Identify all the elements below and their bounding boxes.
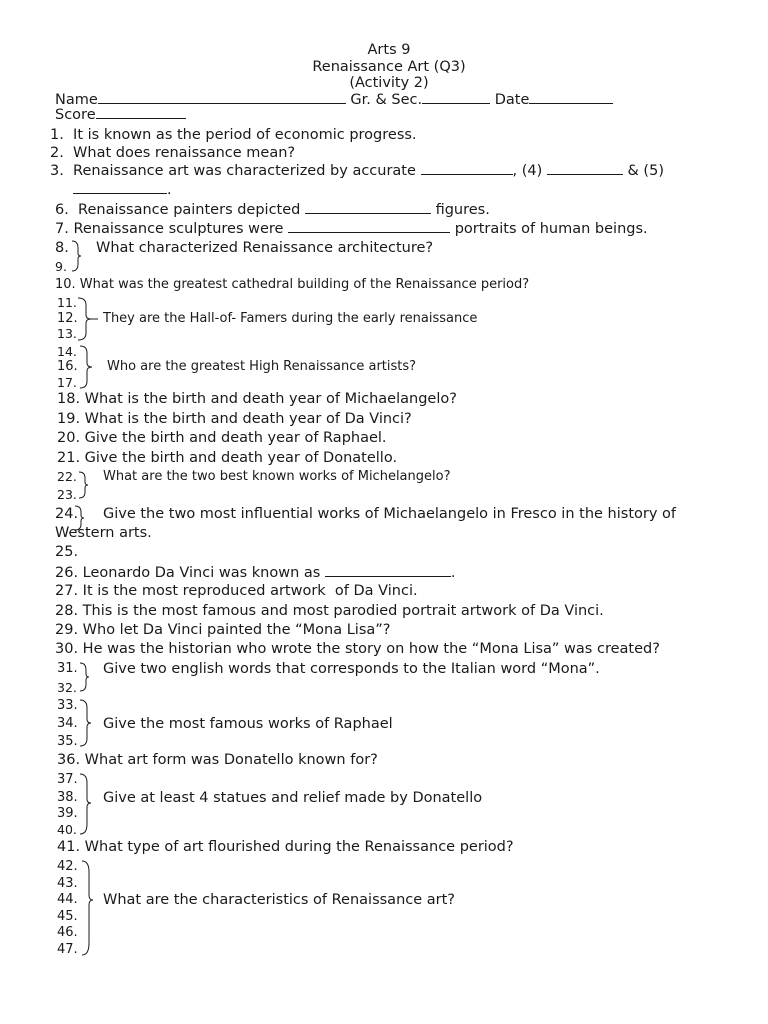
topic-title: Renaissance Art (Q3) — [312, 59, 466, 75]
number-46: 46. — [57, 925, 78, 940]
question-29: 29. Who let Da Vinci painted the “Mona Lisa”? — [55, 622, 391, 638]
question-18: 18. What is the birth and death year of Michaelangelo? — [57, 391, 457, 407]
question-21: 21. Give the birth and death year of Donatello. — [57, 450, 398, 466]
question-14-17: Who are the greatest High Renaissance artists? — [107, 359, 417, 374]
score-blank — [96, 106, 186, 119]
number-45: 45. — [57, 909, 78, 924]
number-40: 40. — [57, 822, 77, 837]
name-blank — [98, 91, 346, 104]
date-label: Date — [490, 92, 530, 108]
brace-8-9 — [70, 240, 84, 272]
question-7 — [55, 220, 648, 237]
question-3 — [50, 162, 664, 179]
subject-title: Arts 9 — [367, 42, 411, 58]
score-line — [55, 106, 186, 123]
number-42: 42. — [57, 859, 78, 874]
question-24-line-2: Western arts. — [55, 525, 152, 541]
blank-26 — [325, 564, 451, 577]
brace-11-13 — [76, 297, 100, 341]
question-26-text: 26. Leonardo Da Vinci was known as — [55, 565, 325, 581]
number-25: 25. — [55, 544, 79, 560]
question-28: 28. This is the most famous and most parodied portrait artwork of Da Vinci. — [55, 603, 604, 619]
question-6-end: figures. — [430, 202, 490, 218]
brace-31-32 — [78, 662, 92, 692]
blank-5 — [73, 181, 167, 194]
question-22-23: What are the two best known works of Michelangelo? — [103, 469, 451, 484]
number-23: 23. — [57, 487, 77, 502]
date-blank — [529, 91, 613, 104]
question-1: 1. It is known as the period of economic progress. — [50, 127, 417, 143]
number-39: 39. — [57, 806, 78, 821]
number-16: 16. — [57, 359, 78, 374]
question-36: 36. What art form was Donatello known for? — [57, 752, 378, 768]
activity-title: (Activity 2) — [349, 75, 429, 91]
brace-14-17 — [78, 345, 96, 389]
question-20: 20. Give the birth and death year of Raphael. — [57, 430, 387, 446]
question-37-40: Give at least 4 statues and relief made by Donatello — [103, 790, 483, 806]
number-31: 31. — [57, 661, 78, 676]
number-35: 35. — [57, 734, 78, 749]
question-31-32: Give two english words that corresponds to the Italian word “Mona”. — [103, 661, 600, 677]
score-label: Score — [55, 107, 96, 123]
number-9: 9. — [55, 259, 67, 274]
question-30: 30. He was the historian who wrote the story on how the “Mona Lisa” was created? — [55, 641, 660, 657]
question-3-text: 3. Renaissance art was characterized by accurate — [50, 163, 421, 179]
number-47: 47. — [57, 942, 78, 957]
question-5-line — [73, 181, 172, 198]
number-17: 17. — [57, 375, 77, 390]
grade-blank — [422, 91, 490, 104]
question-10: 10. What was the greatest cathedral building of the Renaissance period? — [55, 277, 530, 292]
blank-4 — [547, 162, 623, 175]
number-32: 32. — [57, 680, 77, 695]
question-26-end: . — [450, 565, 456, 581]
number-43: 43. — [57, 876, 78, 891]
blank-7 — [288, 220, 450, 233]
number-22: 22. — [57, 469, 77, 484]
brace-33-35 — [78, 699, 94, 747]
number-34: 34. — [57, 716, 78, 731]
question-11-13: They are the Hall-of- Famers during the early renaissance — [103, 311, 478, 326]
blank-6 — [305, 201, 431, 214]
question-5-end: . — [167, 182, 172, 198]
question-19: 19. What is the birth and death year of Da Vinci? — [57, 411, 412, 427]
question-7-text: 7. Renaissance sculptures were — [55, 221, 289, 237]
question-27: 27. It is the most reproduced artwork of Da Vinci. — [55, 583, 418, 599]
number-37: 37. — [57, 772, 78, 787]
name-label: Name — [55, 92, 98, 108]
brace-37-40 — [78, 773, 94, 835]
question-24-line-1: Give the two most influential works of Michaelangelo in Fresco in the history of — [103, 506, 676, 522]
number-38: 38. — [57, 790, 78, 805]
question-6 — [55, 201, 490, 218]
question-4-label: , (4) — [512, 163, 547, 179]
question-41: 41. What type of art flourished during the Renaissance period? — [57, 839, 514, 855]
number-13: 13. — [57, 326, 77, 341]
question-8-9: What characterized Renaissance architecture? — [96, 240, 434, 256]
question-5-label: & (5) — [622, 163, 664, 179]
blank-3 — [421, 162, 513, 175]
question-2: 2. What does renaissance mean? — [50, 145, 296, 161]
question-33-35: Give the most famous works of Raphael — [103, 716, 393, 732]
question-6-text: 6. Renaissance painters depicted — [55, 202, 305, 218]
number-44: 44. — [57, 892, 78, 907]
question-7-end: portraits of human beings. — [450, 221, 648, 237]
number-33: 33. — [57, 698, 78, 713]
number-11: 11. — [57, 295, 77, 310]
brace-42-47 — [80, 860, 96, 956]
grade-label: Gr. & Sec. — [345, 92, 423, 108]
number-12: 12. — [57, 311, 78, 326]
number-24: 24. — [55, 506, 79, 522]
question-42-47: What are the characteristics of Renaissance art? — [103, 892, 455, 908]
number-8: 8. — [55, 240, 69, 256]
number-14: 14. — [57, 344, 77, 359]
brace-22-23 — [77, 471, 91, 499]
question-26 — [55, 564, 456, 581]
